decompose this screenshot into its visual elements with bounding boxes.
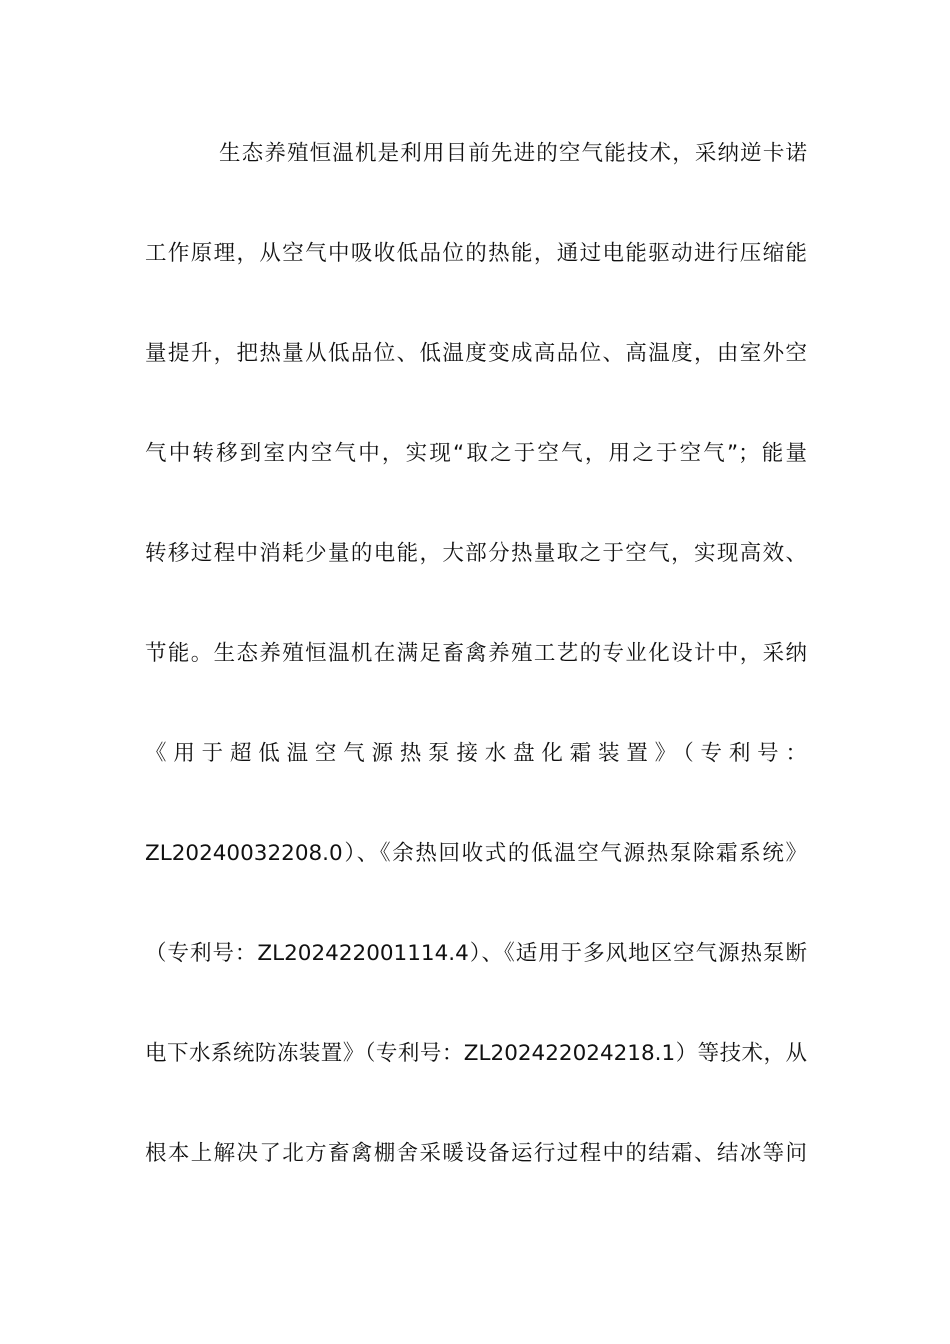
paragraph-line: 气中转移到室内空气中，实现“取之于空气，用之于空气”；能量 [145, 441, 807, 466]
paragraph-line: （专利号：ZL202422001114.4）、《适用于多风地区空气源热泵断 [145, 941, 807, 966]
paragraph-line: 量提升，把热量从低品位、低温度变成高品位、高温度，由室外空 [145, 341, 807, 366]
paragraph-line: 电下水系统防冻装置》（专利号：ZL202422024218.1）等技术，从 [145, 1041, 807, 1066]
paragraph-line: 生态养殖恒温机是利用目前先进的空气能技术，采纳逆卡诺 [219, 141, 807, 166]
paragraph-line: 根本上解决了北方畜禽棚舍采暖设备运行过程中的结霜、结冰等问 [145, 1141, 807, 1166]
paragraph-line: 工作原理，从空气中吸收低品位的热能，通过电能驱动进行压缩能 [145, 241, 807, 266]
paragraph-line: 《用于超低温空气源热泵接水盘化霜装置》（专利号： [145, 741, 807, 766]
body-paragraph [145, 132, 807, 1232]
paragraph-line: 节能。生态养殖恒温机在满足畜禽养殖工艺的专业化设计中，采纳 [145, 641, 807, 666]
paragraph-line: 转移过程中消耗少量的电能，大部分热量取之于空气，实现高效、 [145, 541, 807, 566]
paragraph-line: ZL20240032208.0）、《余热回收式的低温空气源热泵除霜系统》 [145, 841, 807, 866]
